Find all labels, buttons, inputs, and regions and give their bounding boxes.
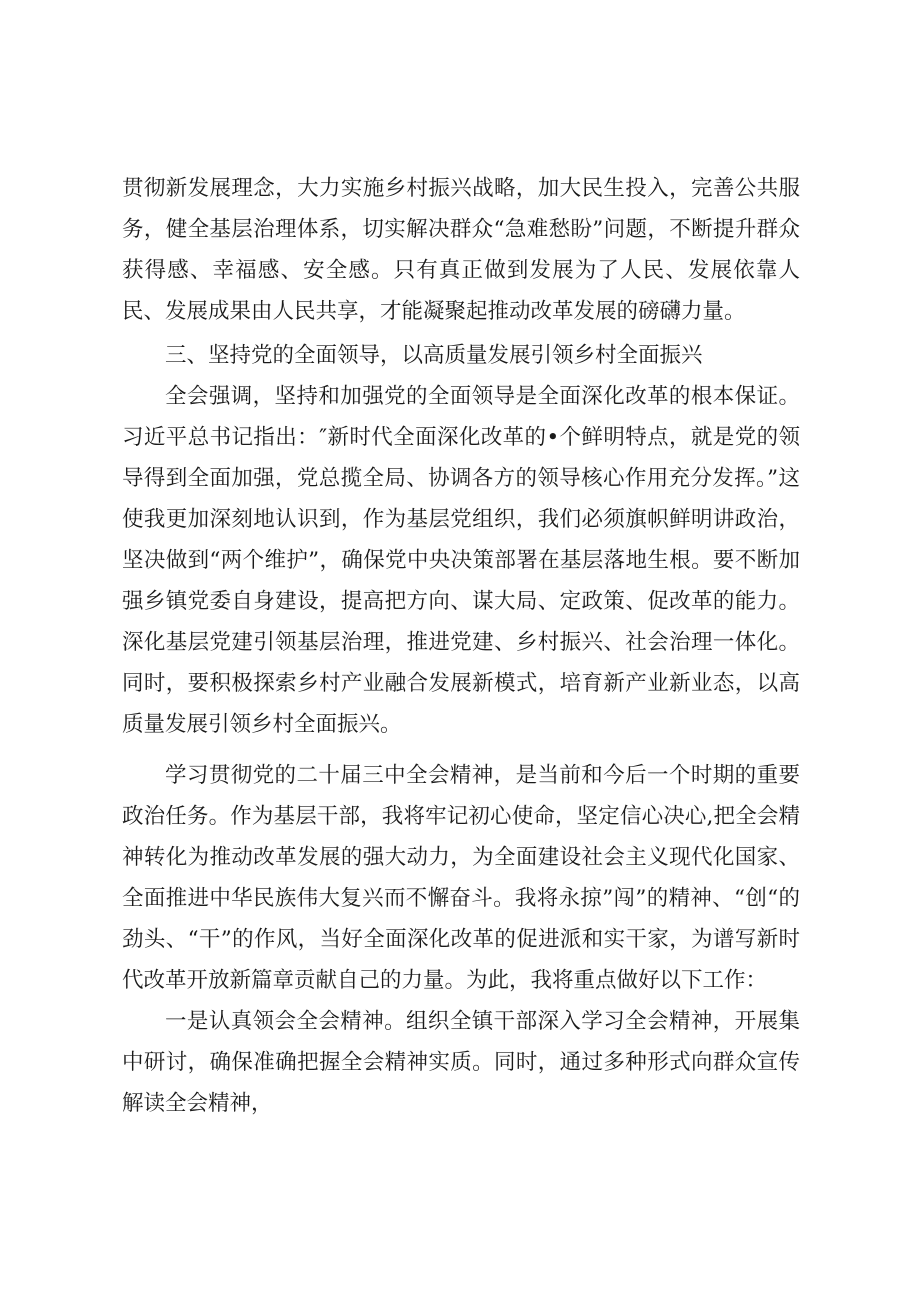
document-body [122,168,800,1124]
paragraph-study-spirit: 学习贯彻党的二十届三中全会精神，是当前和今后一个时期的重要政治任务。作为基层干部，我将牢记初心使命，坚定信心决心,把全会精神转化为推动改革发展的强大动力，为全面建设社会主义现代化国家、全面推进中华民族伟大复兴而不懈奋斗。我将永掠”闯”的精神、“创“的劲头、“干”的作风，当好全面深化改革的促进派和实干家，为谱写新时代改革开放新篇章贡献自己的力量。为此，我将重点做好以下工作： [122,763,800,993]
paragraph-task-one: 一是认真领会全会精神。组织全镇干部深入学习全会精神，开展集中研讨，确保准确把握全会精神实质。同时，通过多种形式向群众宣传解读全会精神， [122,1009,800,1116]
paragraph-continuation: 贯彻新发展理念，大力实施乡村振兴战略，加大民生投入，完善公共服务，健全基层治理体系，切实解决群众“急难愁盼”问题，不断提升群众获得感、幸福感、安全感。只有真正做到发展为了人民、发展依靠人民、发展成果由人民共享，才能凝聚起推动改革发展的磅礴力量。 [122,176,800,324]
paragraph-party-leadership: 全会强调，坚持和加强党的全面领导是全面深化改革的根本保证。习近平总书记指出：″新时代全面深化改革的•个鲜明特点，就是党的领导得到全面加强，党总揽全局、协调各方的领导核心作用充分发挥。”这使我更加深刻地认识到，作为基层党组织，我们必须旗帜鲜明讲政治，坚决做到“两个维护”，确保党中央决策部署在基层落地生根。要不断加强乡镇党委自身建设，提高把方向、谋大局、定政策、促改革的能力。深化基层党建引领基层治理，推进党建、乡村振兴、社会治理一体化。同时，要积极探索乡村产业融合发展新模式，培育新产业新业态，以高质量发展引领乡村全面振兴。 [122,384,800,737]
section-heading-three: 三、坚持党的全面领导，以高质量发展引领乡村全面振兴 [165,343,703,368]
